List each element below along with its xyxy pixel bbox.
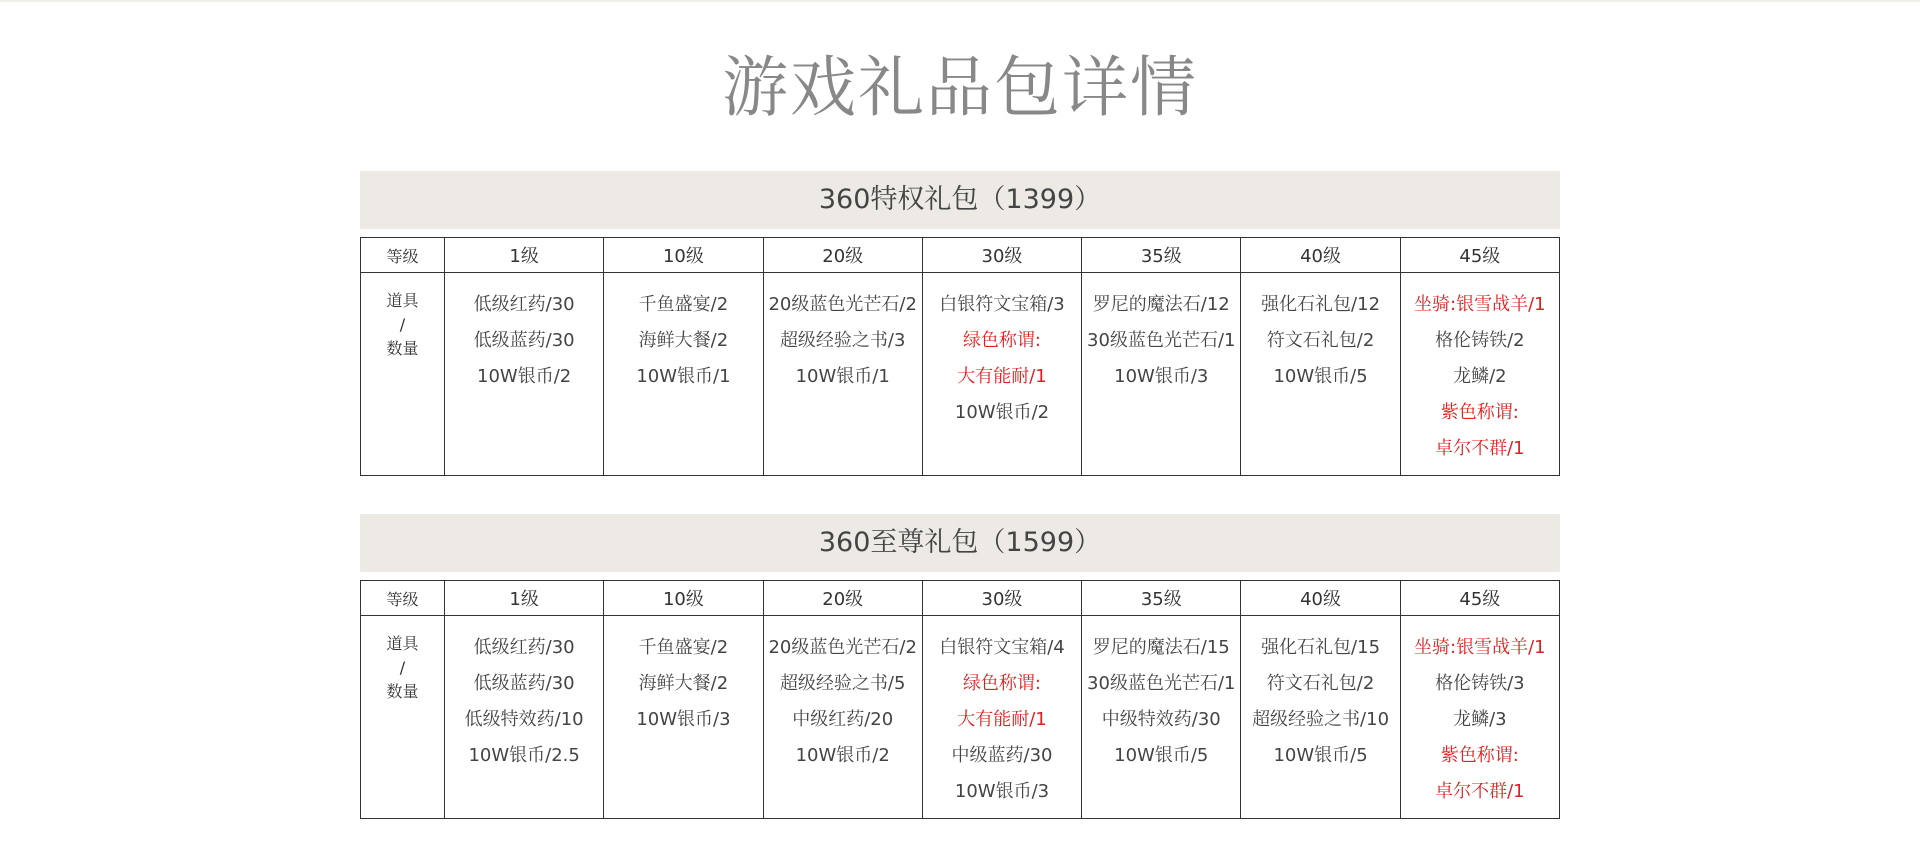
level-cell: 30级	[922, 238, 1081, 273]
items-label-line: /	[399, 658, 406, 677]
highlight-item: 卓尔不群/1	[1435, 438, 1525, 459]
items-label-line: 数量	[386, 682, 419, 701]
level-label: 等级	[361, 238, 445, 273]
items-label	[361, 616, 445, 819]
gift-pack-privilege	[360, 171, 1560, 476]
level-cell: 1级	[445, 238, 604, 273]
item-list	[764, 273, 922, 403]
item-list	[445, 273, 603, 403]
item-entry: 海鲜大餐/2	[638, 673, 729, 694]
item-entry: 低级红药/30	[473, 637, 575, 658]
highlight-item: 卓尔不群/1	[1435, 781, 1525, 802]
items-label-line: /	[399, 315, 406, 334]
item-entry: 千鱼盛宴/2	[638, 294, 729, 315]
item-list	[923, 273, 1081, 439]
items-row	[361, 273, 1560, 476]
level-label: 等级	[361, 581, 445, 616]
highlight-item: 大有能耐/1	[957, 709, 1047, 730]
level-header-row	[361, 581, 1560, 616]
item-entry: 千鱼盛宴/2	[638, 637, 729, 658]
items-cell	[922, 273, 1081, 476]
highlight-item: 坐骑:银雪战羊/1	[1414, 294, 1546, 315]
item-entry: 强化石礼包/12	[1261, 294, 1381, 315]
highlight-item: 坐骑:银雪战羊/1	[1414, 637, 1546, 658]
item-entry: 10W银币/2	[954, 402, 1050, 423]
item-entry: 10W银币/1	[636, 366, 731, 387]
item-entry: 龙鳞/3	[1453, 709, 1507, 730]
item-entry: 超级经验之书/3	[779, 330, 906, 351]
item-entry: 格伦铸铁/3	[1435, 673, 1525, 694]
item-entry: 低级蓝药/30	[473, 673, 575, 694]
item-entry: 10W银币/5	[1273, 745, 1368, 766]
items-cell	[763, 616, 922, 819]
items-cell	[1400, 616, 1559, 819]
level-cell: 20级	[763, 581, 922, 616]
level-cell: 10级	[604, 238, 763, 273]
page-title: 游戏礼品包详情	[722, 49, 1198, 126]
highlight-item: 绿色称谓:	[962, 330, 1042, 351]
items-cell	[604, 273, 763, 476]
item-entry: 格伦铸铁/2	[1435, 330, 1525, 351]
level-cell: 30级	[922, 581, 1081, 616]
level-cell: 10级	[604, 581, 763, 616]
item-list	[764, 616, 922, 782]
level-cell: 45级	[1400, 581, 1559, 616]
item-entry: 10W银币/2.5	[468, 745, 580, 766]
item-entry: 10W银币/3	[954, 781, 1050, 802]
item-entry: 符文石礼包/2	[1266, 673, 1375, 694]
item-entry: 10W银币/5	[1114, 745, 1209, 766]
item-entry: 超级经验之书/5	[779, 673, 906, 694]
level-cell: 45级	[1400, 238, 1559, 273]
level-cell: 1级	[445, 581, 604, 616]
item-entry: 低级蓝药/30	[473, 330, 575, 351]
items-row	[361, 616, 1560, 819]
level-cell: 20级	[763, 238, 922, 273]
item-entry: 罗尼的魔法石/12	[1092, 294, 1230, 315]
items-cell	[1241, 273, 1400, 476]
item-entry: 海鲜大餐/2	[638, 330, 729, 351]
level-cell: 35级	[1082, 238, 1241, 273]
item-entry: 符文石礼包/2	[1266, 330, 1375, 351]
top-divider	[0, 0, 1920, 2]
level-cell: 40级	[1241, 581, 1400, 616]
highlight-item: 紫色称谓:	[1440, 402, 1519, 423]
gift-table	[360, 237, 1560, 476]
items-cell	[1241, 616, 1400, 819]
items-label-line: 道具	[386, 634, 419, 653]
item-entry: 中级蓝药/30	[951, 745, 1053, 766]
gift-pack-supreme	[360, 514, 1560, 819]
level-cell: 40级	[1241, 238, 1400, 273]
items-cell	[445, 616, 604, 819]
item-list	[1082, 616, 1240, 782]
item-entry: 强化石礼包/15	[1261, 637, 1381, 658]
items-label	[361, 273, 445, 476]
items-label-line: 数量	[386, 339, 419, 358]
item-list	[1241, 616, 1399, 782]
item-entry: 10W银币/1	[795, 366, 890, 387]
item-list	[923, 616, 1081, 818]
item-entry: 20级蓝色光芒石/2	[768, 637, 917, 658]
highlight-item: 紫色称谓:	[1440, 745, 1519, 766]
items-cell	[604, 616, 763, 819]
items-cell	[1400, 273, 1559, 476]
item-entry: 龙鳞/2	[1453, 366, 1507, 387]
item-entry: 10W银币/5	[1273, 366, 1368, 387]
item-entry: 罗尼的魔法石/15	[1092, 637, 1230, 658]
item-entry: 10W银币/2	[795, 745, 890, 766]
item-list	[1241, 273, 1399, 403]
items-cell	[763, 273, 922, 476]
item-list	[1082, 273, 1240, 403]
gift-pack-title: 360至尊礼包（1599）	[360, 514, 1560, 572]
item-list	[1401, 273, 1559, 475]
item-entry: 10W银币/2	[477, 366, 572, 387]
highlight-item: 大有能耐/1	[957, 366, 1047, 387]
items-label-line: 道具	[386, 291, 419, 310]
item-list	[1401, 616, 1559, 818]
items-cell	[1082, 273, 1241, 476]
item-entry: 30级蓝色光芒石/1	[1087, 330, 1236, 351]
item-list	[604, 273, 762, 403]
item-entry: 超级经验之书/10	[1252, 709, 1390, 730]
item-entry: 10W银币/3	[1114, 366, 1209, 387]
level-cell: 35级	[1082, 581, 1241, 616]
item-entry: 低级特效药/10	[464, 709, 584, 730]
item-list	[445, 616, 603, 782]
item-entry: 30级蓝色光芒石/1	[1087, 673, 1236, 694]
item-list	[604, 616, 762, 746]
item-entry: 中级特效药/30	[1101, 709, 1221, 730]
item-entry: 中级红药/20	[792, 709, 894, 730]
item-entry: 白银符文宝箱/4	[939, 637, 1065, 658]
items-cell	[922, 616, 1081, 819]
item-entry: 10W银币/3	[636, 709, 731, 730]
item-entry: 低级红药/30	[473, 294, 575, 315]
items-cell	[445, 273, 604, 476]
highlight-item: 绿色称谓:	[962, 673, 1042, 694]
level-header-row	[361, 238, 1560, 273]
gift-pack-title: 360特权礼包（1399）	[360, 171, 1560, 229]
item-entry: 白银符文宝箱/3	[939, 294, 1065, 315]
gift-table	[360, 580, 1560, 819]
items-cell	[1082, 616, 1241, 819]
item-entry: 20级蓝色光芒石/2	[768, 294, 917, 315]
